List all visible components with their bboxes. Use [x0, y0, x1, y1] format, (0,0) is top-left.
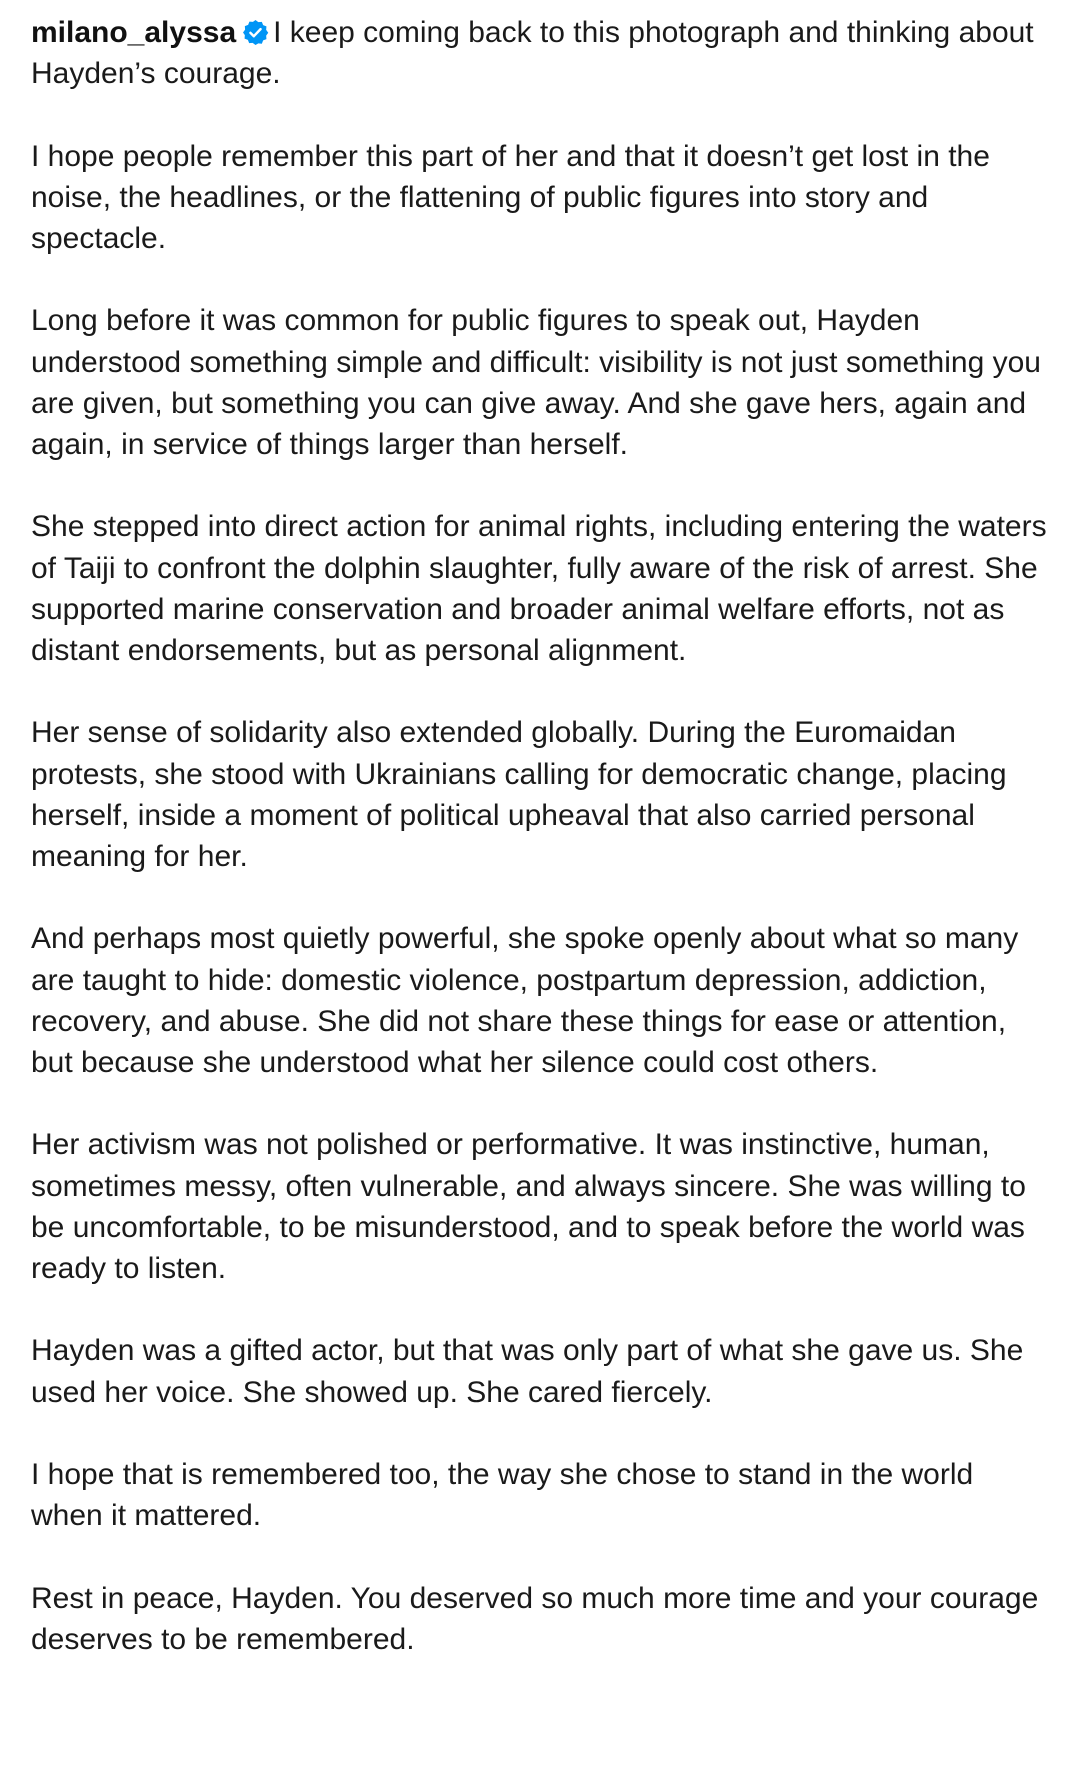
- caption-paragraph-6: And perhaps most quietly powerful, she spoke openly about what so many are taught to hide: domestic violence, postpartum depression, addiction, recovery, and abuse. She did not share these things for ease or attention, but because she understood what her silence could cost others.: [31, 922, 1019, 1079]
- post-caption: [31, 12, 1051, 1660]
- username-link[interactable]: milano_alyssa: [31, 16, 237, 49]
- caption-paragraph-2: I hope people remember this part of her and that it doesn’t get lost in the noise, the headlines, or the flattening of public figures into story and spectacle.: [31, 139, 990, 255]
- caption-paragraph-7: Her activism was not polished or performative. It was instinctive, human, sometimes messy, often vulnerable, and always sincere. She was willing to be uncomfortable, to be misunderstood, and to speak before the world was ready to listen.: [31, 1128, 1026, 1285]
- caption-paragraph-4: She stepped into direct action for animal rights, including entering the waters of Taiji to confront the dolphin slaughter, fully aware of the risk of arrest. She supported marine conservation and broader animal welfare efforts, not as distant endorsements, but as personal alignment.: [31, 510, 1047, 667]
- caption-paragraph-5: Her sense of solidarity also extended globally. During the Euromaidan protests, she stood with Ukrainians calling for democratic change, placing herself, inside a moment of political upheaval that also carried personal meaning for her.: [31, 716, 1007, 873]
- caption-paragraph-9: I hope that is remembered too, the way she chose to stand in the world when it mattered.: [31, 1457, 974, 1533]
- caption-paragraph-1: [31, 12, 1051, 94]
- caption-paragraph-10: Rest in peace, Hayden. You deserved so much more time and your courage deserves to be remembered.: [31, 1581, 1039, 1656]
- caption-paragraph-1-text: I keep coming back to this photograph and thinking about Hayden’s courage.: [31, 16, 1034, 91]
- verified-badge-icon: [242, 16, 269, 43]
- caption-paragraph-8: Hayden was a gifted actor, but that was only part of what she gave us. She used her voice. She showed up. She cared fiercely.: [31, 1334, 1024, 1409]
- caption-paragraph-3: Long before it was common for public figures to speak out, Hayden understood something simple and difficult: visibility is not just something you are given, but something you can give away. And she gave hers, again and again, in service of things larger than herself.: [31, 304, 1041, 461]
